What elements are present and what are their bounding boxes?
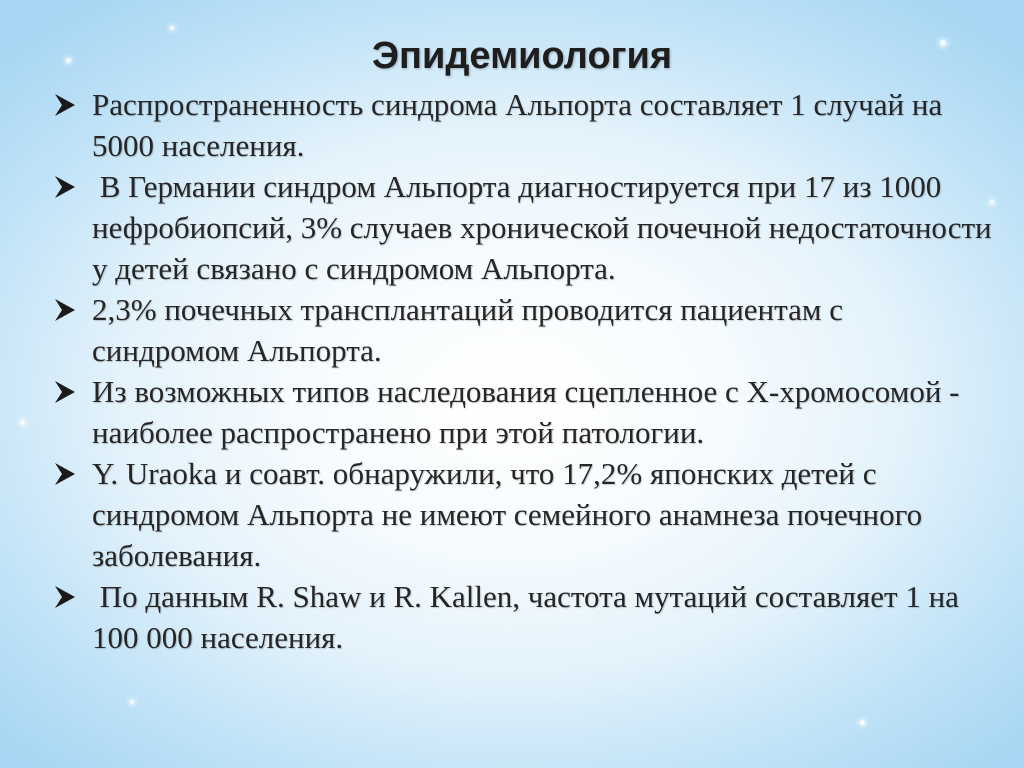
bullet-text: Из возможных типов наследования сцепленное с Х-хромосомой - наиболее распространено при этой патологии. [92,374,960,450]
sparkle-decoration [130,700,134,704]
bullet-text: Y. Uraoka и соавт. обнаружили, что 17,2% японских детей с синдромом Альпорта не имеют семейного анамнеза почечного заболевания. [92,456,923,573]
arrow-bullet-icon [52,584,78,610]
bullet-text: Распространенность синдрома Альпорта составляет 1 случай на 5000 населения. [92,87,943,163]
bullet-item [52,84,997,166]
bullet-item [52,371,997,453]
bullet-text: По данным R. Shaw и R. Kallen, частота мутаций составляет 1 на 100 000 населения. [92,579,967,655]
arrow-bullet-icon [52,297,78,323]
bullet-text: 2,3% почечных трансплантаций проводится пациентам с синдромом Альпорта. [92,292,843,368]
slide-title: Эпидемиология [371,35,673,77]
arrow-bullet-icon [52,379,78,405]
bullet-list [52,84,1000,658]
arrow-bullet-icon [52,92,78,118]
bullet-item [52,576,997,658]
bullet-item [52,289,997,371]
arrow-bullet-icon [52,461,78,487]
arrow-bullet-icon [52,174,78,200]
bullet-item [52,166,1000,289]
bullet-text: В Германии синдром Альпорта диагностируется при 17 из 1000 нефробиопсий, 3% случаев хронической почечной недостаточности у детей связано с синдромом Альпорта. [92,169,1000,286]
sparkle-decoration [20,420,25,425]
sparkle-decoration [860,720,865,725]
bullet-item [52,453,997,576]
